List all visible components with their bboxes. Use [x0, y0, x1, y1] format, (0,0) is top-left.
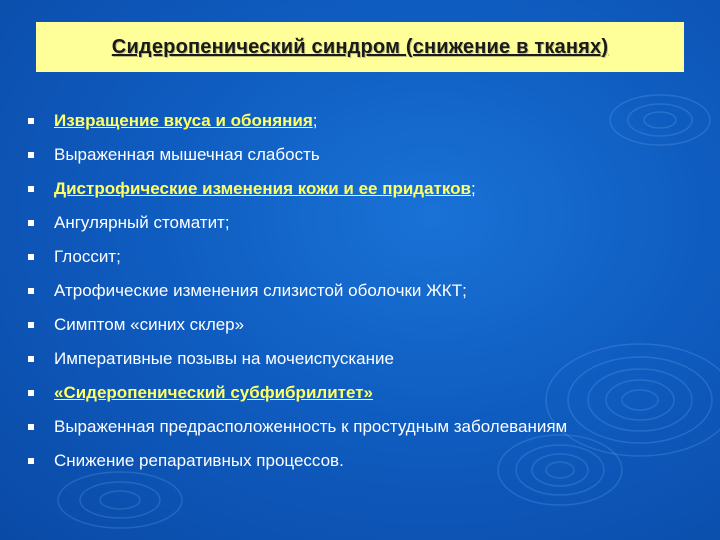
square-bullet-icon — [28, 424, 34, 430]
list-item — [28, 376, 708, 410]
square-bullet-icon — [28, 390, 34, 396]
list-item-text: Дистрофические изменения кожи и ее придатков — [54, 179, 471, 198]
square-bullet-icon — [28, 118, 34, 124]
square-bullet-icon — [28, 322, 34, 328]
list-item-text: Атрофические изменения слизистой оболочки ЖКТ; — [54, 281, 467, 300]
list-item — [28, 410, 708, 444]
list-item-text: Выраженная мышечная слабость — [54, 145, 320, 164]
list-item-text: Извращение вкуса и обоняния — [54, 111, 313, 130]
list-item-suffix: ; — [471, 179, 476, 198]
list-item-text: Глоссит; — [54, 247, 121, 266]
square-bullet-icon — [28, 356, 34, 362]
list-item-text: Ангулярный стоматит; — [54, 213, 230, 232]
title-box — [36, 22, 684, 72]
list-item — [28, 138, 708, 172]
symptom-list — [28, 104, 708, 478]
list-item — [28, 342, 708, 376]
list-item-text: Симптом «синих склер» — [54, 315, 245, 334]
square-bullet-icon — [28, 186, 34, 192]
list-item-text: Выраженная предрасположенность к простудным заболеваниям — [54, 417, 568, 436]
list-item-text: Снижение репаративных процессов. — [54, 451, 344, 470]
square-bullet-icon — [28, 288, 34, 294]
list-item — [28, 240, 708, 274]
slide-title: Сидеропенический синдром (снижение в тканях) — [111, 35, 609, 58]
list-item — [28, 206, 708, 240]
list-item — [28, 274, 708, 308]
list-item — [28, 444, 708, 478]
square-bullet-icon — [28, 458, 34, 464]
list-item — [28, 308, 708, 342]
list-item-text: «Сидеропенический субфибрилитет» — [54, 383, 373, 402]
list-item — [28, 172, 708, 206]
square-bullet-icon — [28, 152, 34, 158]
square-bullet-icon — [28, 254, 34, 260]
list-item-text: Императивные позывы на мочеиспускание — [54, 349, 394, 368]
square-bullet-icon — [28, 220, 34, 226]
list-item — [28, 104, 708, 138]
list-item-suffix: ; — [312, 111, 318, 130]
